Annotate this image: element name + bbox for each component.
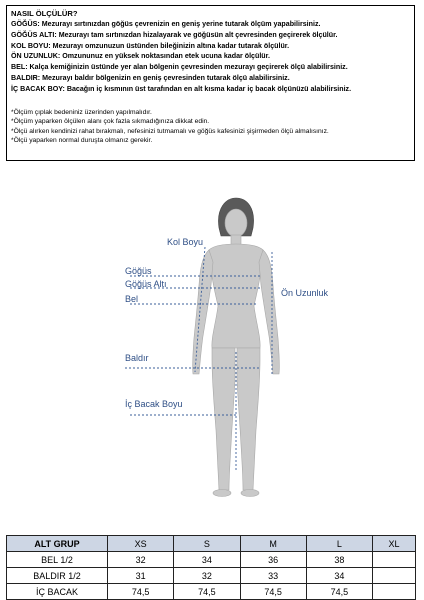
guide-row-text: Mezurayı omzunuzun üstünden bileğinizin altına kadar tutarak ölçülür. (50, 41, 290, 50)
guide-row-gogus (11, 19, 410, 30)
guide-row-label: GÖĞÜS ALTI: (11, 30, 57, 39)
table-cell: 74,5 (306, 584, 372, 600)
table-cell: 32 (108, 552, 174, 568)
table-cell (373, 568, 416, 584)
left-foot-shape (213, 490, 231, 497)
label-gogus-alti: Göğüs Altı (125, 279, 167, 289)
guide-note: *Ölçü yaparken normal duruşta olmanız gerekir. (11, 137, 153, 145)
table-cell: 34 (306, 568, 372, 584)
label-ic-bacak-boyu: İç Bacak Boyu (125, 399, 183, 409)
guide-row-label: ÖN UZUNLUK: (11, 52, 61, 61)
right-foot-shape (241, 490, 259, 497)
guide-note: *Ölçüm çıplak bedeniniz üzerinden yapılmalıdır. (11, 108, 152, 116)
guide-row-label: BEL: (11, 63, 28, 72)
label-kol-boyu: Kol Boyu (167, 237, 204, 247)
label-bel: Bel (125, 294, 139, 304)
row-label: BEL 1/2 (7, 552, 108, 568)
size-header-cell: XL (373, 536, 416, 552)
table-cell: 32 (174, 568, 240, 584)
label-on-uzunluk: Ön Uzunluk (281, 288, 329, 298)
table-cell: 74,5 (108, 584, 174, 600)
torso-shape (209, 244, 263, 348)
table-cell: 34 (174, 552, 240, 568)
table-row (7, 568, 416, 584)
left-arm-shape (193, 250, 213, 374)
size-header-cell: XS (108, 536, 174, 552)
guide-row-gogus-alti (11, 30, 410, 41)
guide-row-kol-boyu (11, 41, 410, 52)
label-baldir: Baldır (125, 353, 149, 363)
size-header-cell: L (306, 536, 372, 552)
size-header-cell: M (240, 536, 306, 552)
guide-row-text: Mezurayı tam sırtınızdan hizalayarak ve göğüsün alt çevresinden geçirerek ölçülür. (56, 30, 338, 39)
body-measurement-figure (0, 190, 424, 525)
guide-row-text: Bacağın iç kısmının üst tarafından en alt kısma kadar iç bacak ölçünüzü alabilirsiniz. (64, 84, 352, 93)
guide-row-ic-bacak (11, 84, 410, 95)
guide-row-label: İÇ BACAK BOY: (11, 84, 65, 93)
guide-row-baldir (11, 73, 410, 84)
table-cell: 74,5 (240, 584, 306, 600)
guide-note: *Ölçüm yaparken ölçülen alanı çok fazla sıkmadığınıza dikkat edin. (11, 118, 210, 126)
right-arm-shape (259, 250, 279, 374)
guide-row-label: GÖĞÜS: (11, 20, 40, 28)
table-row (7, 584, 416, 600)
table-cell: 36 (240, 552, 306, 568)
table-cell: 33 (240, 568, 306, 584)
guide-row-text: Omzununuz en yüksek noktasından etek ucuna kadar ölçülür. (60, 52, 270, 61)
guide-row-text: Mezurayı sırtınızdan göğüs çevrenizin en geniş yerine tutarak ölçüm yapabilirsiniz. (39, 20, 321, 28)
table-cell (373, 584, 416, 600)
guide-row-on-uzunluk (11, 51, 410, 62)
table-cell: 38 (306, 552, 372, 568)
guide-row-bel (11, 62, 410, 73)
head-shape (225, 209, 247, 237)
right-leg-shape (237, 348, 260, 490)
guide-row-label: BALDIR: (11, 73, 41, 82)
size-table-header-row (7, 536, 416, 552)
row-label: İÇ BACAK (7, 584, 108, 600)
guide-title: NASIL ÖLÇÜLÜR? (11, 9, 78, 18)
table-row (7, 552, 416, 568)
table-cell: 31 (108, 568, 174, 584)
row-label: BALDIR 1/2 (7, 568, 108, 584)
left-leg-shape (212, 348, 235, 490)
table-cell (373, 552, 416, 568)
body-silhouette (193, 198, 280, 497)
measurement-guide-box (6, 5, 415, 161)
size-table (6, 535, 416, 600)
size-header-cell: S (174, 536, 240, 552)
guide-note: *Ölçü alırken kendinizi rahat bırakmalı, nefesinizi tutmamalı ve göğüs kafesinizi şişirmeden ölçü almalısınız. (11, 127, 329, 135)
label-gogus: Göğüs (125, 266, 152, 276)
table-cell: 74,5 (174, 584, 240, 600)
guide-row-label: KOL BOYU: (11, 41, 51, 50)
neck-shape (231, 235, 241, 245)
guide-row-text: Kalça kemiğinizin üstünde yer alan bölgenin çevresinden mezurayı geçirerek ölçü alabilirsiniz. (27, 63, 348, 72)
guide-row-text: Mezurayı baldır bölgenizin en geniş çevresinden tutarak ölçü alabilirsiniz. (40, 73, 290, 82)
size-table-group-label: ALT GRUP (7, 536, 108, 552)
